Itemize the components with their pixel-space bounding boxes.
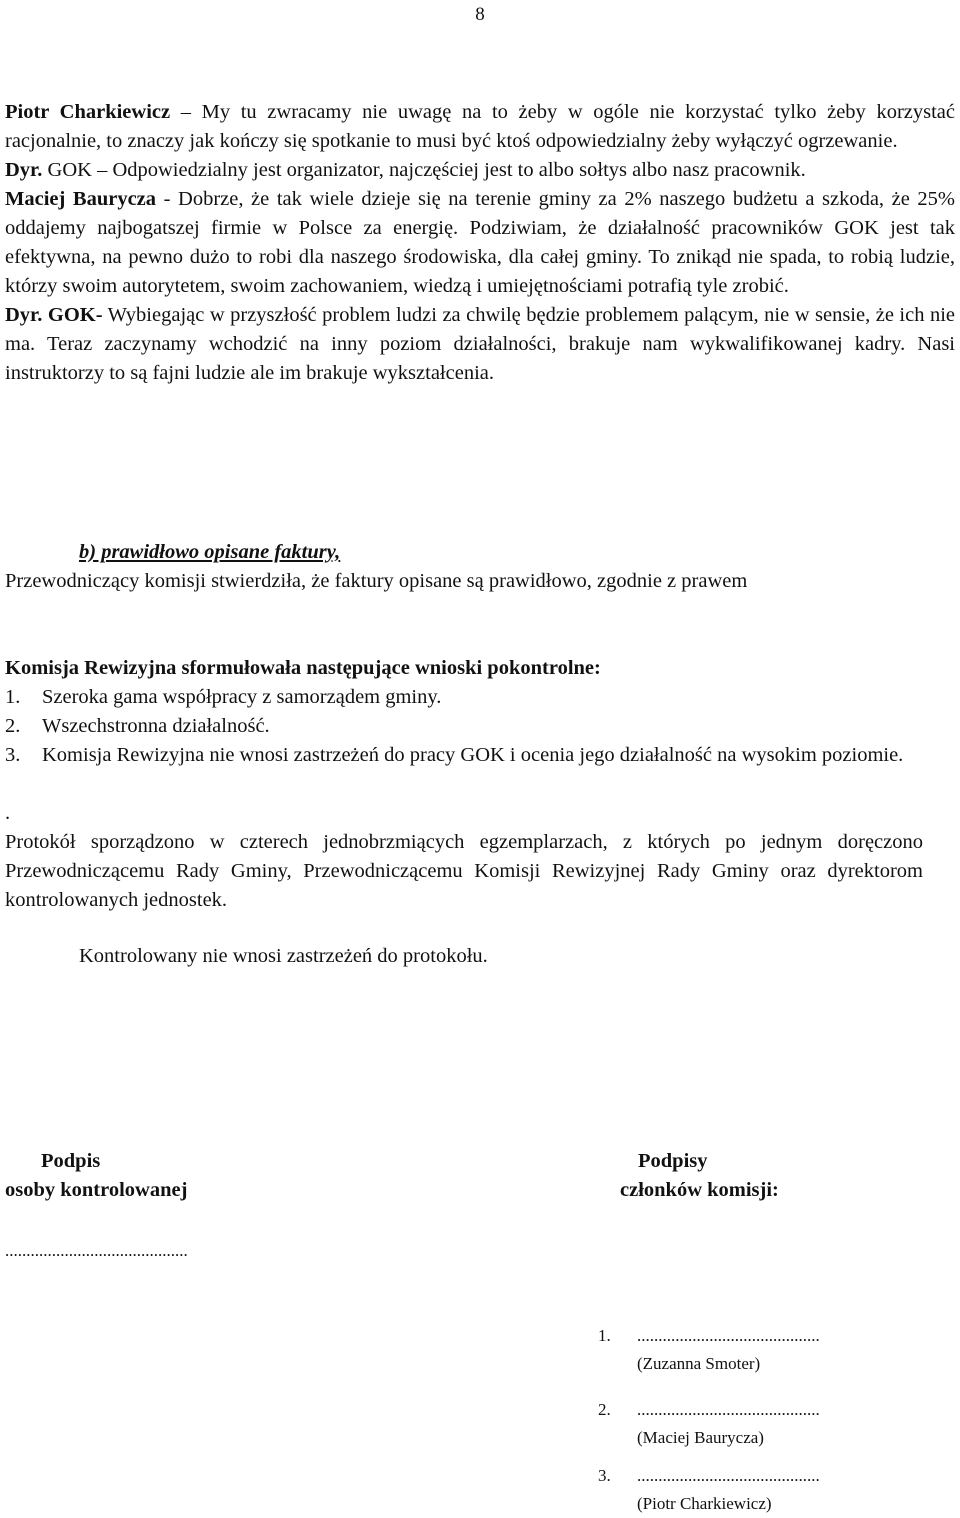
statement-text: – My tu zwracamy nie uwagę na to żeby w ogóle nie korzystać tylko żeby korzystać racjonalnie, to znaczy jak kończy się spotkanie to musi być ktoś odpowiedzialny żeby wyłączyć ogrzewanie. [5,101,955,152]
signature-line: ........................................... [637,1466,820,1485]
controlled-statement: Kontrolowany nie wnosi zastrzeżeń do protokołu. [79,945,488,967]
item-number: 2. [5,715,21,737]
stray-dot: . [5,802,11,824]
member-number: 3. [598,1466,611,1485]
protocol-paragraph: Protokół sporządzono w czterech jednobrzmiących egzemplarzach, z których po jednym doręczono Przewodniczącemu Rady Gminy, Przewodniczącemu Komisji Rewizyjnej Rady Gminy oraz dyrektorom kontrolowanych jednostek. [5,831,923,911]
member-name: (Zuzanna Smoter) [637,1354,761,1373]
item-text: Szeroka gama współpracy z samorządem gminy. [42,686,442,708]
section-b-heading: b) prawidłowo opisane faktury, [79,541,341,563]
conclusions-list [5,683,905,770]
list-item [5,683,905,712]
member-number: 1. [598,1326,611,1345]
signature-label-right: Podpisy [638,1150,708,1172]
signature-line-left: ........................................... [5,1241,188,1260]
dialog-entry [5,301,955,388]
list-item [5,712,905,741]
committee-member-signature [598,1322,820,1378]
member-number: 2. [598,1400,611,1419]
signature-line: ........................................... [637,1326,820,1345]
committee-member-signature [598,1462,820,1518]
list-item [5,741,905,770]
dialog-entry [5,98,955,156]
discussion-transcript [5,98,955,388]
item-number: 1. [5,686,21,708]
dialog-entry [5,185,955,301]
statement-text: Wybiegając w przyszłość problem ludzi za chwilę będzie problemem palącym, nie w sensie, że ich nie ma. Teraz zaczynamy wchodzić na inny poziom działalności, brakuje nam wykwalifikowanej kadry. Nasi instruktorzy to są fajni ludzie ale im brakuje wykształcenia. [5,304,955,384]
dialog-entry [5,156,955,185]
signature-label-left-sub: osoby kontrolowanej [5,1179,188,1201]
item-number: 3. [5,744,21,766]
committee-member-signature [598,1396,820,1452]
item-text: Wszechstronna działalność. [42,715,270,737]
speaker-name: Piotr Charkiewicz [5,101,171,123]
member-name: (Piotr Charkiewicz) [637,1494,772,1513]
statement-text: - Dobrze, że tak wiele dzieje się na terenie gminy za 2% naszego budżetu a szkoda, że 25% oddajemy najbogatszej firmie w Polsce za energię. Podziwiam, że działalność pracowników GOK jest tak efektywna, na pewno dużo to robi dla naszego środowiska, dla całej gminy. To znikąd nie spada, to robią ludzie, którzy swoim autorytetem, swoim zachowaniem, wiedzą i umiejętnościami potrafią tyle zrobić. [5,188,955,297]
speaker-name: Dyr. GOK- [5,304,103,326]
speaker-name: Maciej Baurycza [5,188,157,210]
statement-text: GOK – Odpowiedzialny jest organizator, najczęściej jest to albo sołtys albo nasz pracownik. [42,159,806,181]
signature-label-left: Podpis [41,1150,101,1172]
signature-line: ........................................... [637,1400,820,1419]
conclusions-heading: Komisja Rewizyjna sformułowała następujące wnioski pokontrolne: [5,657,601,679]
speaker-name: Dyr. [5,159,43,181]
item-text: Komisja Rewizyjna nie wnosi zastrzeżeń do pracy GOK i ocenia jego działalność na wysokim poziomie. [42,744,904,766]
section-b-text: Przewodniczący komisji stwierdziła, że faktury opisane są prawidłowo, zgodnie z prawem [5,570,748,592]
member-name: (Maciej Baurycza) [637,1428,764,1447]
signature-label-right-sub: członków komisji: [620,1179,779,1201]
page-number: 8 [475,4,485,25]
